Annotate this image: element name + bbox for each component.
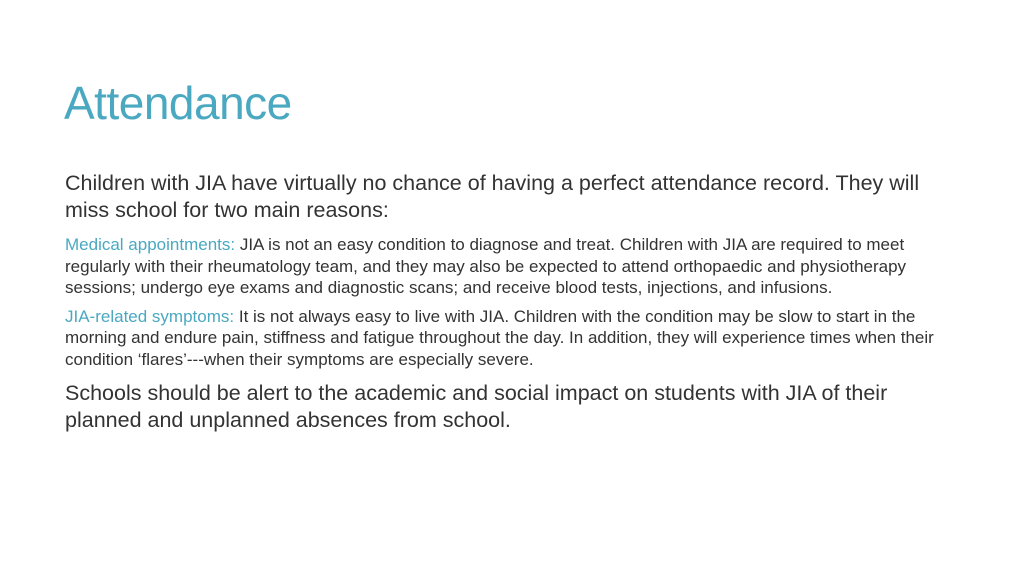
reason-label: JIA-related symptoms: <box>65 306 235 326</box>
reason-text: JIA is not an easy condition to diagnose and treat. Children with JIA are required to meet regularly with their rheumatology team, and they may also be expected to attend orthopaedic and physiotherapy sessions; undergo eye exams and diagnostic scans; and receive blood tests, injections, and infusions. <box>65 235 907 297</box>
reason-medical-appointments <box>65 234 965 299</box>
reason-jia-symptoms <box>65 306 965 371</box>
slide-body <box>65 170 965 434</box>
slide-title: Attendance <box>64 77 292 129</box>
reason-label: Medical appointments: <box>65 235 236 254</box>
intro-paragraph: Children with JIA have virtually no chance of having a perfect attendance record. They will miss school for two main reasons: <box>65 171 920 222</box>
reason-text: It is not always easy to live with JIA. Children with the condition may be slow to start in the morning and endure pain, stiffness and fatigue throughout the day. In addition, they will experience times when their condition ‘flares’---when their symptoms are especially severe. <box>65 306 934 369</box>
closing-paragraph: Schools should be alert to the academic and social impact on students with JIA of their planned and unplanned absences from school. <box>65 381 888 432</box>
